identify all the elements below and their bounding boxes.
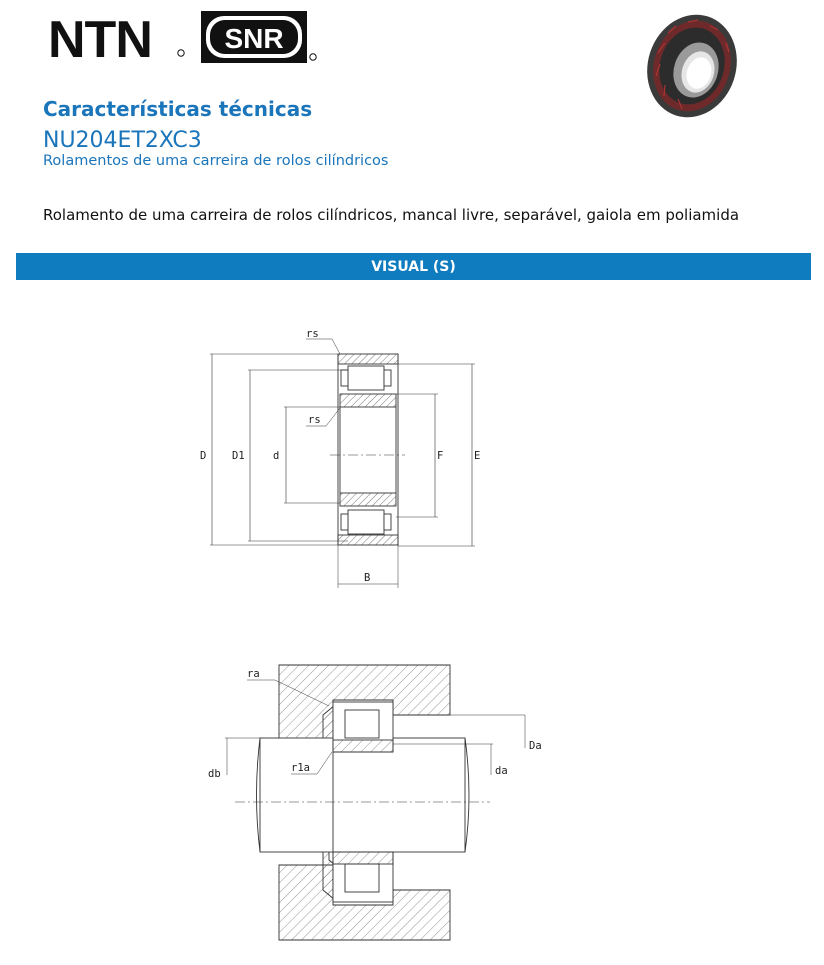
snr-logo (201, 10, 319, 66)
ntn-logo-text: NTN (48, 11, 152, 66)
label-D: D (200, 450, 207, 462)
snr-logo-text: SNR (224, 23, 284, 54)
label-db: db (208, 768, 221, 780)
bearing-dimension-drawing (190, 320, 510, 595)
label-rs-outer: rs (306, 328, 319, 340)
bearing-product-image (638, 8, 742, 122)
label-F: F (437, 450, 444, 462)
label-rs-inner: rs (308, 414, 321, 426)
ntn-logo (48, 10, 188, 66)
page-title: Características técnicas (43, 97, 313, 121)
label-Da: Da (529, 740, 542, 752)
label-da: da (495, 765, 508, 777)
section-header-visual: VISUAL (S) (16, 253, 811, 280)
product-model: NU204ET2XC3 (43, 128, 202, 153)
label-E: E (474, 450, 481, 462)
label-B: B (364, 572, 371, 584)
product-subtitle: Rolamentos de uma carreira de rolos cilíndricos (43, 153, 389, 169)
product-description: Rolamento de uma carreira de rolos cilíndricos, mancal livre, separável, gaiola em poliamida (43, 206, 740, 224)
label-d: d (273, 450, 280, 462)
label-ra: ra (247, 668, 260, 680)
mounting-dimension-drawing (195, 660, 555, 945)
label-r1a: r1a (291, 762, 310, 774)
label-D1: D1 (232, 450, 245, 462)
